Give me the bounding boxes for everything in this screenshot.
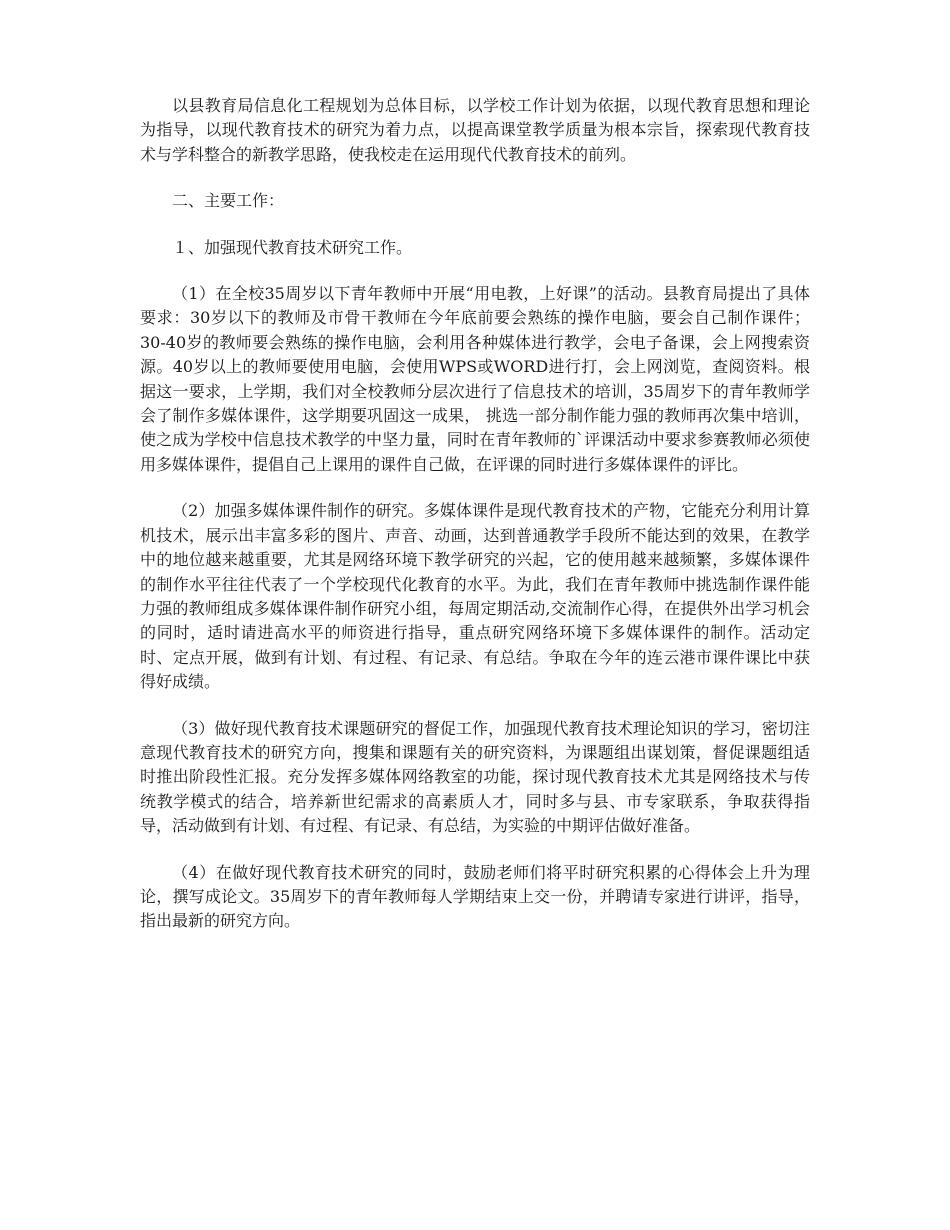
paragraph-item-4: （4）在做好现代教育技术研究的同时，鼓励老师们将平时研究积累的心得体会上升为理论，撰写成论文。35周岁下的青年教师每人学期结束上交一份，并聘请专家进行讲评，指导，指出最新的研究方向。 xyxy=(140,862,810,931)
section-heading-main-work: 二、主要工作： xyxy=(172,191,285,211)
intro-paragraph: 以县教育局信息化工程规划为总体目标，以学校工作计划为依据，以现代教育思想和理论为指导，以现代教育技术的研究为着力点，以提高课堂教学质量为根本宗旨，探索现代教育技术与学科整合的新教学思路，使我校走在运用现代代教育技术的前列。 xyxy=(140,96,810,164)
paragraph-item-2: （2）加强多媒体课件制作的研究。多媒体课件是现代教育技术的产物，它能充分利用计算机技术，展示出丰富多彩的图片、声音、动画，达到普通教学手段所不能达到的效果，在教学中的地位越来越重要，尤其是网络环境下教学研究的兴起，它的使用越来越频繁，多媒体课件的制作水平往往代表了一个学校现代化教育的水平。为此，我们在青年教师中挑选制作课件能力强的教师组成多媒体课件制作研究小组，每周定期活动,交流制作心得，在提供外出学习机会的同时，适时请进高水平的师资进行指导，重点研究网络环境下多媒体课件的制作。活动定时、定点开展，做到有计划、有过程、有记录、有总结。争取在今年的连云港市课件课比中获得好成绩。 xyxy=(140,501,810,692)
document-body xyxy=(140,94,810,956)
paragraph-item-3: （3）做好现代教育技术课题研究的督促工作，加强现代教育技术理论知识的学习，密切注意现代教育技术的研究方向，搜集和课题有关的研究资料，为课题组出谋划策，督促课题组适时推出阶段性汇报。充分发挥多媒体网络教室的功能，探讨现代教育技术尤其是网络技术与传统教学模式的结合，培养新世纪需求的高素质人才，同时多与县、市专家联系，争取获得指导，活动做到有计划、有过程、有记录、有总结，为实验的中期评估做好准备。 xyxy=(140,718,810,836)
paragraph-item-1: （1）在全校35周岁以下青年教师中开展“用电教，上好课”的活动。县教育局提出了具体要求：30岁以下的教师及市骨干教师在今年底前要会熟练的操作电脑，要会自己制作课件；30-40岁的教师要会熟练的操作电脑，会利用各种媒体进行教学，会电子备课，会上网搜索资源。40岁以上的教师要使用电脑，会使用WPS或WORD进行打，会上网浏览，查阅资料。根据这一要求，上学期，我们对全校教师分层次进行了信息技术的培训，35周岁下的青年教师学会了制作多媒体课件，这学期要巩固这一成果， 挑选一部分制作能力强的教师再次集中培训，使之成为学校中信息技术教学的中坚力量，同时在青年教师的`评课活动中要求参赛教师必须使用多媒体课件，提倡自己上课用的课件自己做，在评课的同时进行多媒体课件的评比。 xyxy=(140,284,810,474)
subheading-research-work: １、加强现代教育技术研究工作。 xyxy=(172,237,413,257)
